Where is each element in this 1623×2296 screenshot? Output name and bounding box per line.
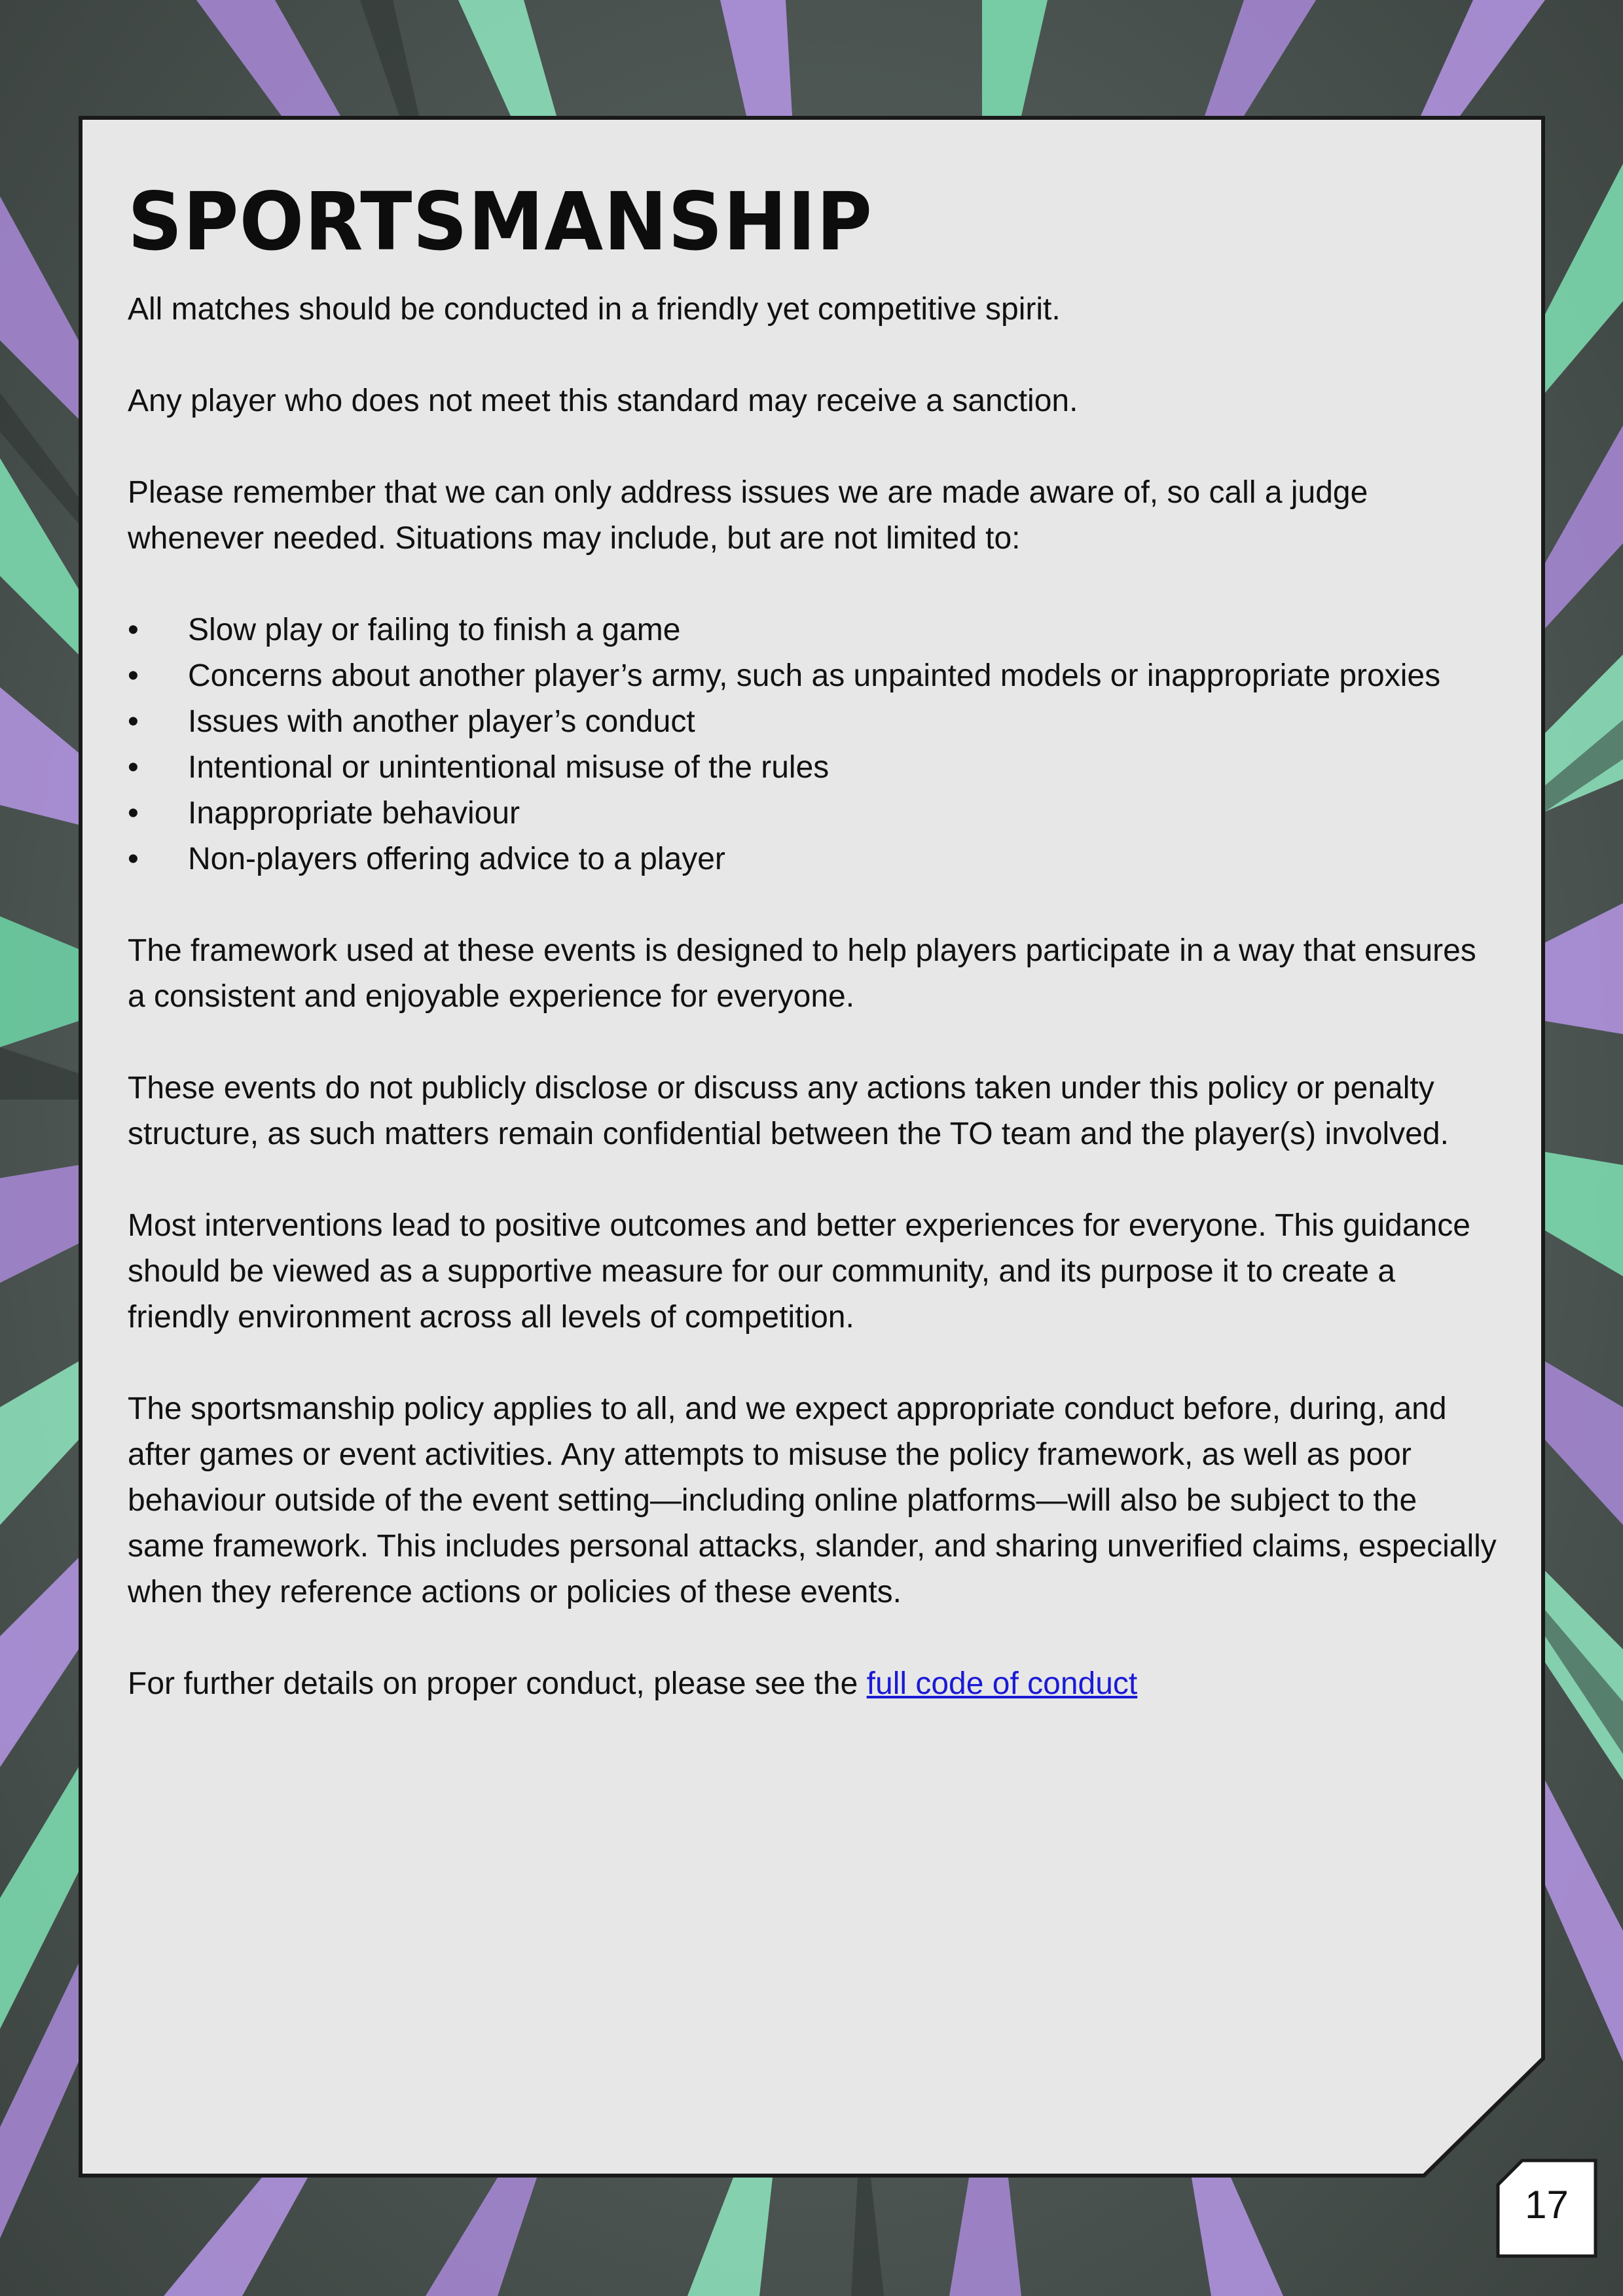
page-number-box <box>1496 2159 1597 2258</box>
panel-content <box>128 175 1499 1753</box>
page-title: SPORTSMANSHIP <box>128 175 873 269</box>
paragraph: Most interventions lead to positive outcomes and better experiences for everyone. This guidance should be viewed as a supportive measure for our community, and its purpose it to create a friendly environment across all levels of competition. <box>128 1208 1470 1335</box>
list-item: • Intentional or unintentional misuse of the rules <box>128 745 1499 791</box>
situations-list <box>128 607 1499 882</box>
list-item: • Non-players offering advice to a player <box>128 836 1499 882</box>
list-item: • Issues with another player’s conduct <box>128 699 1499 745</box>
content-panel <box>79 116 1545 2178</box>
list-item: • Inappropriate behaviour <box>128 791 1499 836</box>
footer-text: For further details on proper conduct, please see the <box>128 1666 867 1701</box>
page-number: 17 <box>1525 2183 1569 2227</box>
footer-paragraph <box>128 1661 1499 1707</box>
paragraph: The sportsmanship policy applies to all, and we expect appropriate conduct before, during, and after games or event activities. Any attempts to misuse the policy framework, as well as poor behaviour outside of the event setting—including online platforms—will also be subject to the same framework. This includes personal attacks, slander, and sharing unverified claims, especially when they reference actions or policies of these events. <box>128 1391 1497 1609</box>
list-item: • Concerns about another player’s army, such as unpainted models or inappropriate proxies <box>128 653 1499 699</box>
code-of-conduct-link[interactable]: full code of conduct <box>866 1666 1138 1701</box>
paragraph: Please remember that we can only address issues we are made aware of, so call a judge whenever needed. Situations may include, but are not limited to: <box>128 475 1368 556</box>
paragraph: All matches should be conducted in a friendly yet competitive spirit. <box>128 292 1061 327</box>
paragraph: Any player who does not meet this standard may receive a sanction. <box>128 384 1078 418</box>
paragraph: These events do not publicly disclose or discuss any actions taken under this policy or penalty structure, as such matters remain confidential between the TO team and the player(s) involved. <box>128 1071 1449 1151</box>
paragraph: The framework used at these events is designed to help players participate in a way that ensures a consistent and enjoyable experience for everyone. <box>128 933 1476 1014</box>
list-item: • Slow play or failing to finish a game <box>128 607 1499 653</box>
